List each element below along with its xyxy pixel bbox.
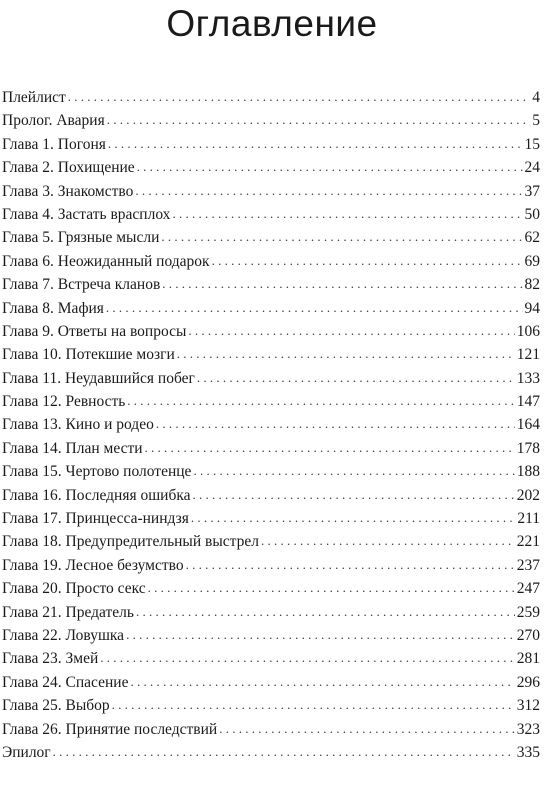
dot-leader bbox=[261, 529, 515, 552]
toc-entry-page-number: 15 bbox=[524, 135, 540, 153]
dot-leader bbox=[156, 412, 515, 435]
toc-entry-label: Глава 22. Ловушка bbox=[2, 626, 125, 644]
dot-leader bbox=[68, 85, 530, 108]
dot-leader bbox=[188, 319, 514, 342]
toc-entry[interactable] bbox=[2, 156, 540, 179]
toc-entry-label: Глава 18. Предупредительный выстрел bbox=[2, 533, 259, 551]
dot-leader bbox=[193, 483, 515, 506]
toc-entry-page-number: 4 bbox=[532, 89, 540, 106]
toc-entry-page-number: 121 bbox=[516, 346, 540, 364]
toc-entry-page-number: 37 bbox=[524, 182, 540, 200]
dot-leader bbox=[108, 132, 523, 155]
toc-entry[interactable] bbox=[2, 601, 540, 624]
dot-leader bbox=[145, 436, 515, 459]
toc-entry[interactable] bbox=[2, 86, 540, 109]
toc-entry-label: Глава 4. Застать врасплох bbox=[2, 205, 171, 223]
toc-entry-page-number: 247 bbox=[516, 580, 540, 598]
dot-leader bbox=[100, 646, 514, 669]
toc-entry-label: Глава 25. Выбор bbox=[2, 697, 110, 715]
toc-entry-label: Глава 16. Последняя ошибка bbox=[2, 486, 191, 504]
dot-leader bbox=[135, 179, 522, 202]
toc-entry-page-number: 335 bbox=[516, 743, 540, 761]
dot-leader bbox=[161, 225, 522, 248]
toc-entry-label: Глава 1. Погоня bbox=[2, 135, 106, 153]
dot-leader bbox=[136, 600, 515, 623]
toc-entry-label: Глава 8. Мафия bbox=[2, 299, 104, 317]
toc-entry-page-number: 62 bbox=[524, 229, 540, 247]
dot-leader bbox=[212, 249, 523, 272]
toc-entry-label: Глава 11. Неудавшийся побег bbox=[2, 369, 195, 387]
toc-entry-label: Плейлист bbox=[2, 89, 66, 106]
toc-entry[interactable] bbox=[2, 367, 540, 390]
dot-leader bbox=[197, 366, 515, 389]
toc-entry[interactable] bbox=[2, 320, 540, 343]
dot-leader bbox=[107, 108, 531, 131]
toc-entry[interactable] bbox=[2, 741, 540, 764]
toc-entry-page-number: 312 bbox=[516, 697, 540, 715]
dot-leader bbox=[177, 342, 515, 365]
toc-entry-page-number: 94 bbox=[524, 299, 540, 317]
toc-entry[interactable] bbox=[2, 671, 540, 694]
toc-entry-label: Эпилог bbox=[2, 743, 51, 761]
dot-leader bbox=[162, 272, 522, 295]
toc-entry-label: Глава 24. Спасение bbox=[2, 673, 129, 691]
toc-entry[interactable] bbox=[2, 437, 540, 460]
dot-leader bbox=[53, 740, 515, 763]
page-title: Оглавление bbox=[166, 3, 378, 44]
dot-leader bbox=[219, 717, 515, 740]
toc-entry[interactable] bbox=[2, 413, 540, 436]
toc-entry-label: Глава 21. Предатель bbox=[2, 603, 134, 621]
toc-entry-page-number: 323 bbox=[516, 720, 540, 738]
toc-entry[interactable] bbox=[2, 554, 540, 577]
dot-leader bbox=[172, 202, 522, 225]
toc-entry-page-number: 164 bbox=[516, 416, 540, 434]
toc-entry[interactable] bbox=[2, 718, 540, 741]
toc-entry-label: Глава 23. Змей bbox=[2, 650, 99, 668]
toc-entry-label: Глава 19. Лесное безумство bbox=[2, 556, 184, 574]
toc-entry-page-number: 270 bbox=[516, 626, 540, 644]
toc-entry-label: Глава 13. Кино и родео bbox=[2, 416, 154, 434]
toc-entry-page-number: 5 bbox=[532, 112, 540, 130]
dot-leader bbox=[112, 693, 515, 716]
toc-entry[interactable] bbox=[2, 484, 540, 507]
dot-leader bbox=[106, 296, 523, 319]
toc-entry-page-number: 259 bbox=[516, 603, 540, 621]
dot-leader bbox=[191, 506, 515, 529]
toc-entry[interactable] bbox=[2, 577, 540, 600]
toc-entry-label: Глава 3. Знакомство bbox=[2, 182, 134, 200]
toc-entry-label: Глава 12. Ревность bbox=[2, 393, 126, 411]
toc-entry-page-number: 296 bbox=[516, 673, 540, 691]
toc-entry[interactable] bbox=[2, 343, 540, 366]
toc-entry-label: Глава 7. Встреча кланов bbox=[2, 276, 161, 294]
toc-entry[interactable] bbox=[2, 250, 540, 273]
toc-entry-label: Глава 2. Похищение bbox=[2, 159, 135, 177]
dot-leader bbox=[126, 623, 515, 646]
toc-entry[interactable] bbox=[2, 273, 540, 296]
toc-entry[interactable] bbox=[2, 109, 540, 132]
toc-entry[interactable] bbox=[2, 180, 540, 203]
toc-entry[interactable] bbox=[2, 507, 540, 530]
toc-entry-label: Пролог. Авария bbox=[2, 112, 105, 130]
toc-entry-page-number: 82 bbox=[524, 276, 540, 294]
toc-entry-page-number: 133 bbox=[516, 369, 540, 387]
toc-entry-page-number: 147 bbox=[516, 393, 540, 411]
toc-entry[interactable] bbox=[2, 624, 540, 647]
dot-leader bbox=[127, 389, 514, 412]
toc-entry[interactable] bbox=[2, 226, 540, 249]
toc-entry-label: Глава 20. Просто секс bbox=[2, 580, 146, 598]
toc-entry-page-number: 50 bbox=[524, 205, 540, 223]
dot-leader bbox=[130, 670, 514, 693]
dot-leader bbox=[186, 553, 515, 576]
toc-entry-label: Глава 6. Неожиданный подарок bbox=[2, 252, 210, 270]
table-of-contents bbox=[2, 86, 540, 764]
toc-entry-label: Глава 14. План мести bbox=[2, 439, 143, 457]
dot-leader bbox=[137, 155, 523, 178]
toc-entry-label: Глава 15. Чертово полотенце bbox=[2, 463, 192, 481]
toc-entry-label: Глава 9. Ответы на вопросы bbox=[2, 322, 187, 340]
toc-entry-page-number: 178 bbox=[516, 439, 540, 457]
toc-entry-page-number: 237 bbox=[516, 556, 540, 574]
toc-entry[interactable] bbox=[2, 133, 540, 156]
toc-entry[interactable] bbox=[2, 203, 540, 226]
toc-entry-label: Глава 26. Принятие последствий bbox=[2, 720, 218, 738]
toc-entry-page-number: 188 bbox=[516, 463, 540, 481]
toc-entry-page-number: 24 bbox=[524, 159, 540, 177]
toc-entry[interactable] bbox=[2, 647, 540, 670]
toc-entry[interactable] bbox=[2, 460, 540, 483]
toc-entry-page-number: 69 bbox=[524, 252, 540, 270]
toc-entry-page-number: 202 bbox=[516, 486, 540, 504]
toc-entry[interactable] bbox=[2, 297, 540, 320]
dot-leader bbox=[193, 459, 514, 482]
toc-entry-label: Глава 17. Принцесса-ниндзя bbox=[2, 510, 189, 528]
dot-leader bbox=[148, 576, 515, 599]
toc-entry-label: Глава 10. Потекшие мозги bbox=[2, 346, 175, 364]
toc-entry-page-number: 281 bbox=[516, 650, 540, 668]
toc-entry-page-number: 106 bbox=[516, 322, 540, 340]
toc-entry-page-number: 211 bbox=[517, 510, 540, 528]
toc-entry-page-number: 221 bbox=[516, 533, 540, 551]
toc-entry[interactable] bbox=[2, 530, 540, 553]
toc-entry-label: Глава 5. Грязные мысли bbox=[2, 229, 160, 247]
toc-entry[interactable] bbox=[2, 694, 540, 717]
toc-entry[interactable] bbox=[2, 390, 540, 413]
